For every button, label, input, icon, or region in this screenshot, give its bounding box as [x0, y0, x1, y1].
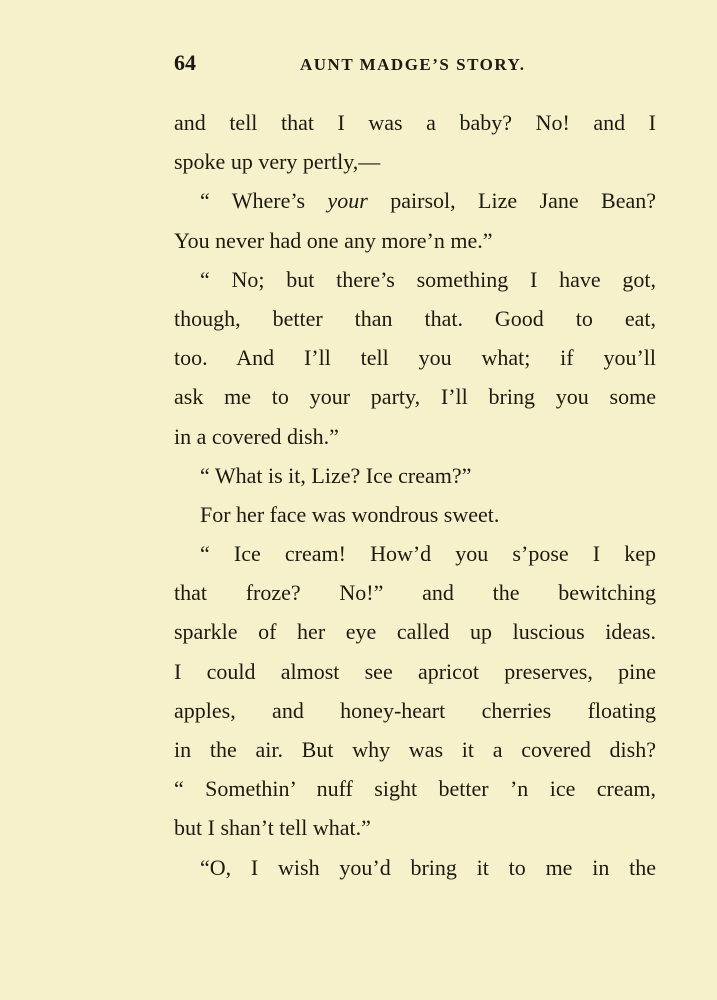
text-line: spoke up very pertly,—	[174, 149, 381, 175]
text-line: I could almost see apricot preserves, pine	[174, 658, 656, 684]
body-text	[174, 103, 656, 887]
text-line: in the air. But why was it a covered dish?	[174, 737, 656, 762]
text-line: “O, I wish you’d bring it to me in the	[200, 854, 656, 880]
text-line: though, better than that. Good to eat,	[174, 305, 656, 331]
text-line: “ What is it, Lize? Ice cream?”	[200, 462, 472, 488]
text-line: “ Somethin’ nuff sight better ’n ice cream,	[174, 776, 656, 802]
text-line: too. And I’ll tell you what; if you’ll	[174, 345, 656, 371]
italic-word: your	[327, 188, 368, 214]
running-head	[174, 50, 656, 80]
text-line: “ Where’s your pairsol, Lize Jane Bean?	[200, 188, 656, 214]
text-line: You never had one any more’n me.”	[174, 227, 493, 253]
page-number: 64	[174, 50, 196, 75]
text-line: sparkle of her eye called up luscious ideas.	[174, 619, 656, 645]
text-line: “ Ice cream! How’d you s’pose I kep	[200, 541, 656, 567]
text-line: but I shan’t tell what.”	[174, 815, 371, 841]
text-line: For her face was wondrous sweet.	[200, 501, 500, 527]
text-line: that froze? No!” and the bewitching	[174, 580, 656, 606]
text-line: ask me to your party, I’ll bring you some	[174, 384, 656, 410]
running-title: AUNT MADGE’S STORY.	[300, 55, 526, 74]
text-line: and tell that I was a baby? No! and I	[174, 110, 656, 135]
text-line: in a covered dish.”	[174, 423, 339, 449]
text-line: “ No; but there’s something I have got,	[200, 266, 656, 292]
text-line: apples, and honey-heart cherries floating	[174, 697, 656, 723]
